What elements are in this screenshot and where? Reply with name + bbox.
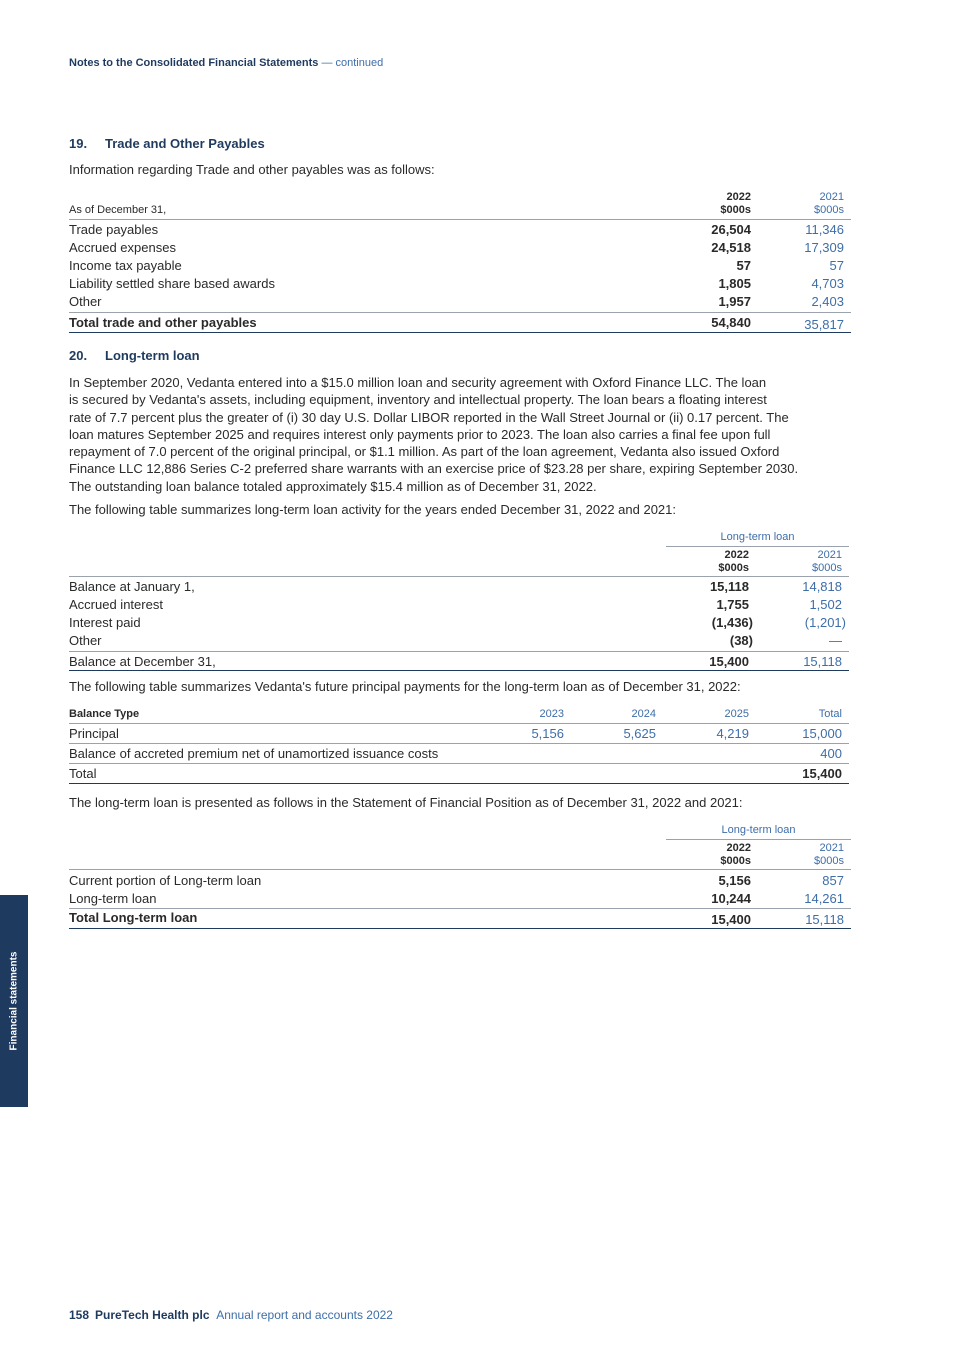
row-value-2022: 1,957 xyxy=(718,294,751,309)
row-value-2022: 1,755 xyxy=(716,597,749,612)
row-value-2021: 57 xyxy=(829,258,844,273)
trade-payables-table xyxy=(69,190,851,335)
table-total-row xyxy=(69,314,851,332)
col-2022-unit: $000s xyxy=(720,855,751,867)
table-total-row xyxy=(69,909,851,927)
section-20-paragraph xyxy=(69,374,849,495)
col-2021-year: 2021 xyxy=(817,549,842,561)
col-2021-unit: $000s xyxy=(814,855,844,867)
table-row xyxy=(69,257,851,275)
running-header-continued: — continued xyxy=(321,57,384,69)
table-rule-bottom xyxy=(69,783,849,784)
paragraph-line: rate of 7.7 percent plus the greater of (i) 30 day U.S. Dollar LIBOR reported in the Wall Street Journal or (ii) 0.17 percent. The xyxy=(69,409,789,425)
row-value-2022: 57 xyxy=(736,258,751,273)
row-value-2021: 4,703 xyxy=(811,276,844,291)
section-20-heading xyxy=(69,348,200,363)
table-rule xyxy=(69,743,849,744)
paragraph-line: Finance LLC 12,886 Series C-2 preferred share warrants with an exercise price of $23.28 per share, expiring September 2030. xyxy=(69,461,799,477)
total-value-2022: 15,400 xyxy=(709,654,749,669)
row-value-2022: 15,118 xyxy=(709,579,749,594)
group-rule xyxy=(666,546,849,547)
row-label: Other xyxy=(69,294,102,309)
table-row xyxy=(69,745,849,763)
row-value-2022: 1,805 xyxy=(718,276,751,291)
principal-payments-table xyxy=(69,706,849,786)
table-row xyxy=(69,578,849,596)
total-value-2021: 35,817 xyxy=(804,317,844,332)
table-rule-bottom xyxy=(69,332,851,333)
row-value-2021: 857 xyxy=(822,873,844,888)
col-2025: 2025 xyxy=(724,708,749,720)
row-value-2022: 5,156 xyxy=(718,873,751,888)
col-2022-year: 2022 xyxy=(726,842,751,854)
row-label: Long-term loan xyxy=(69,891,157,906)
table-row xyxy=(69,596,849,614)
section-20-title: Long-term loan xyxy=(105,348,200,363)
row-label: Balance of accreted premium net of unamortized issuance costs xyxy=(69,746,439,761)
col-2021-year: 2021 xyxy=(819,842,844,854)
side-section-tab xyxy=(0,895,28,1107)
group-label: Long-term loan xyxy=(721,824,796,836)
table-rule-bottom xyxy=(69,670,849,671)
row-value-total: 15,000 xyxy=(802,726,842,741)
table-row xyxy=(69,239,851,257)
row-label: Accrued interest xyxy=(69,597,163,612)
table-row xyxy=(69,293,851,311)
col-balance-type: Balance Type xyxy=(69,708,140,720)
row-label: Principal xyxy=(69,726,119,741)
total-label: Total Long-term loan xyxy=(69,910,198,925)
row-value-2022: 24,518 xyxy=(711,240,751,255)
as-of-label: As of December 31, xyxy=(69,204,167,216)
table-rule-bottom xyxy=(69,928,851,929)
row-value-2022: (38) xyxy=(729,633,753,648)
row-value-2021: 1,502 xyxy=(809,597,842,612)
page-number: 158 xyxy=(69,1308,90,1322)
table-row xyxy=(69,872,851,890)
running-header xyxy=(69,57,383,69)
row-value-2022: (1,436) xyxy=(711,615,753,630)
total-value-2022: 15,400 xyxy=(711,912,751,927)
table-row xyxy=(69,725,849,743)
col-2022-year: 2022 xyxy=(724,549,749,561)
row-label: Total xyxy=(69,766,97,781)
table-rule xyxy=(69,723,849,724)
col-2022-year: 2022 xyxy=(726,191,751,203)
col-2024: 2024 xyxy=(631,708,656,720)
col-total: Total xyxy=(818,708,842,720)
row-value-2025: 4,219 xyxy=(716,726,749,741)
table-total-row xyxy=(69,765,849,783)
col-2021-unit: $000s xyxy=(814,204,844,216)
side-tab-label: Financial statements xyxy=(8,951,20,1051)
row-label: Income tax payable xyxy=(69,258,182,273)
row-value-2024: 5,625 xyxy=(623,726,656,741)
paragraph-line: loan matures September 2025 and requires interest only payments prior to 2023. The loan also carries a final fee upon full xyxy=(69,426,771,442)
section-20-number: 20. xyxy=(69,348,88,363)
table-row xyxy=(69,632,849,650)
row-value-total: 400 xyxy=(820,746,842,761)
activity-intro: The following table summarizes long-term loan activity for the years ended December 31, 2022 and 2021: xyxy=(69,502,676,517)
table-row xyxy=(69,614,849,632)
row-label: Trade payables xyxy=(69,222,159,237)
table-rule xyxy=(69,763,849,764)
total-label: Total trade and other payables xyxy=(69,315,257,330)
section-19-heading xyxy=(69,136,265,151)
table-rule xyxy=(69,312,851,313)
total-value-2021: 15,118 xyxy=(805,912,844,927)
paragraph-line: The outstanding loan balance totaled approximately $15.4 million as of December 31, 2022. xyxy=(69,478,597,494)
row-value-2021: 14,261 xyxy=(804,891,844,906)
row-value-2023: 5,156 xyxy=(531,726,564,741)
row-label: Current portion of Long-term loan xyxy=(69,873,262,888)
col-2022-unit: $000s xyxy=(720,204,751,216)
row-value-2021: 17,309 xyxy=(804,240,844,255)
paragraph-line: is secured by Vedanta's assets, including equipment, inventory and intellectual property. The loan bears a floating interest xyxy=(69,392,767,408)
section-19-intro: Information regarding Trade and other payables was as follows: xyxy=(69,162,435,177)
row-value-2021: 14,818 xyxy=(802,579,842,594)
row-label: Balance at January 1, xyxy=(69,579,195,594)
total-value-2021: 15,118 xyxy=(803,654,842,669)
col-2021-year: 2021 xyxy=(819,191,844,203)
col-2023: 2023 xyxy=(539,708,564,720)
footer-company: PureTech Health plc xyxy=(95,1308,210,1322)
row-value-2022: 26,504 xyxy=(711,222,751,237)
row-value-total: 15,400 xyxy=(802,766,842,781)
running-header-title: Notes to the Consolidated Financial Statements xyxy=(69,57,319,69)
page-footer xyxy=(69,1308,393,1322)
table-row xyxy=(69,221,851,239)
footer-report-title: Annual report and accounts 2022 xyxy=(216,1308,393,1322)
table-rule xyxy=(69,651,849,652)
row-label: Interest paid xyxy=(69,615,141,630)
group-rule xyxy=(666,839,851,840)
row-label: Accrued expenses xyxy=(69,240,176,255)
col-2022-unit: $000s xyxy=(718,562,749,574)
table-rule xyxy=(69,869,851,870)
paragraph-line: In September 2020, Vedanta entered into a $15.0 million loan and security agreement with Oxford Finance LLC. The loan xyxy=(69,375,767,390)
row-value-2021: — xyxy=(829,633,842,648)
table-rule xyxy=(69,576,849,577)
row-label: Liability settled share based awards xyxy=(69,276,275,291)
row-value-2022: 10,244 xyxy=(711,891,751,906)
row-value-2021: 11,346 xyxy=(805,222,844,237)
row-value-2021: 2,403 xyxy=(811,294,844,309)
payments-intro: The following table summarizes Vedanta's future principal payments for the long-term loan as of December 31, 2022: xyxy=(69,679,741,694)
paragraph-line: repayment of 7.0 percent of the original principal, or $1.1 million. As part of the loan agreement, Vedanta also issued Oxford xyxy=(69,444,780,460)
row-label: Other xyxy=(69,633,102,648)
row-value-2021: (1,201) xyxy=(804,615,846,630)
total-label: Balance at December 31, xyxy=(69,654,216,669)
table-rule xyxy=(69,219,851,220)
section-19-title: Trade and Other Payables xyxy=(105,136,265,151)
section-19-number: 19. xyxy=(69,136,88,151)
col-2021-unit: $000s xyxy=(812,562,842,574)
table-row xyxy=(69,890,851,908)
loan-activity-table xyxy=(69,530,849,672)
table-row xyxy=(69,275,851,293)
total-value-2022: 54,840 xyxy=(711,315,751,330)
group-label: Long-term loan xyxy=(720,531,795,543)
position-intro: The long-term loan is presented as follows in the Statement of Financial Position as of December 31, 2022 and 2021: xyxy=(69,795,743,810)
financial-position-table xyxy=(69,823,851,931)
table-total-row xyxy=(69,653,849,671)
